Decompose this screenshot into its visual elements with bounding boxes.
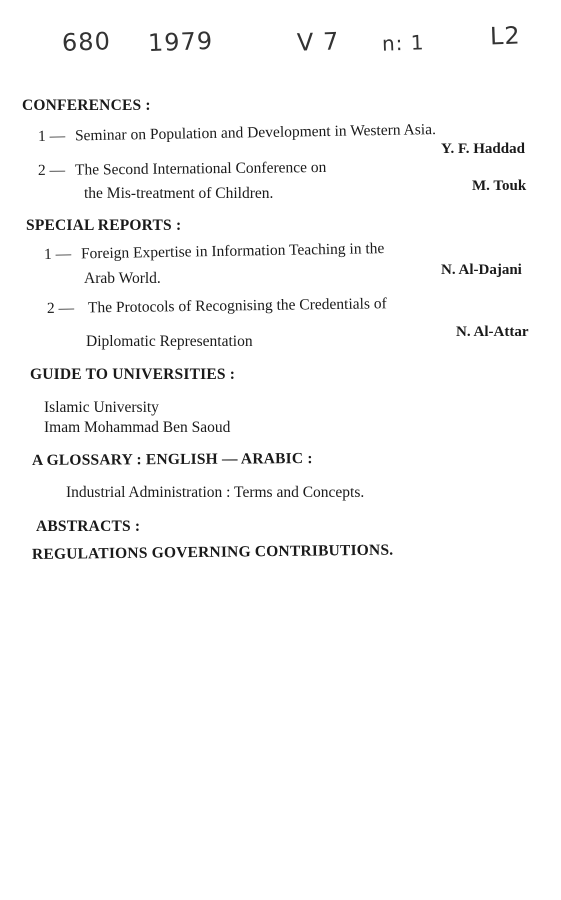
section-heading-conferences: CONFERENCES : [22,97,151,114]
item-author: Y. F. Haddad [441,141,525,157]
item-author: M. Touk [472,178,527,194]
list-item [47,295,387,318]
handwritten-note-1: 680 [61,27,112,57]
list-item [44,240,385,264]
list-item: Imam Mohammad Ben Saoud [44,419,231,436]
section-heading-abstracts: ABSTRACTS : [36,518,141,535]
item-title-continued: Arab World. [84,270,161,287]
handwritten-note-3: V 7 [296,27,340,57]
item-title: The Second International Conference on [74,158,327,179]
item-author: N. Al-Attar [456,324,529,340]
handwritten-note-4: n: 1 [381,30,425,56]
section-heading-glossary: A GLOSSARY : ENGLISH — ARABIC : [31,450,313,469]
section-heading-regulations: REGULATIONS GOVERNING CONTRIBUTIONS. [31,541,394,563]
list-item: Islamic University [44,399,159,416]
item-title-continued: Diplomatic Representation [86,333,253,350]
item-number: 2 — [37,161,66,179]
list-item [38,159,327,180]
item-title-continued: the Mis-treatment of Children. [84,185,274,202]
list-item [38,121,436,146]
item-title: Seminar on Population and Development in Western Asia. [74,121,437,145]
section-heading-guide-to-universities: GUIDE TO UNIVERSITIES : [30,366,236,383]
glossary-entry: Industrial Administration : Terms and Concepts. [66,484,365,501]
section-heading-special-reports: SPECIAL REPORTS : [26,217,182,234]
item-number: 1 — [43,245,72,263]
handwritten-note-5: L2 [489,21,522,51]
item-title: Foreign Expertise in Information Teaching in the [80,240,385,263]
handwritten-note-2: 1979 [147,26,214,58]
item-number: 2 — [46,299,75,317]
item-title: The Protocols of Recognising the Credentials of [87,295,387,317]
item-author: N. Al-Dajani [441,262,522,278]
item-number: 1 — [37,127,66,145]
